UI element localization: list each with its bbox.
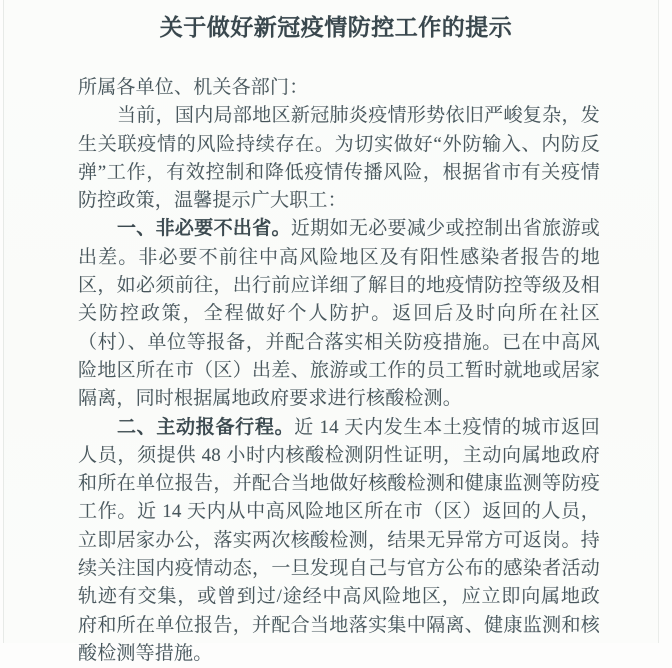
page-right-edge-line [658,0,659,643]
paragraph-item-1-text: 近期如无必要减少或控制出省旅游或出差。非必要不前往中高风险地区及有阳性感染者报告的地区，如必须前往，出行前应详细了解目的地疫情防控等级及相关防控政策，全程做好个人防护。返回后及时向所在社区（村）、单位等报备，并配合落实相关防疫措施。已在中高风险地区所在市（区）出差、旅游或工作的员工暂时就地或居家隔离，同时根据属地政府要求进行核酸检测。 [78,218,600,410]
paragraph-item-2-text: 近 14 天内发生本土疫情的城市返回人员，须提供 48 小时内核酸检测阴性证明，主动向属地政府和所在单位报告，并配合当地做好核酸检测和健康监测等防疫工作。近 14 天内从中高风险地区所在市（区）返回的人员，立即居家办公，落实两次核酸检测，结果无异常方可返岗。持续关注国内疫情动态，一旦发现自己与官方公布的感染者活动轨迹有交集，或曾到过/途经中高风险地区，应立即向属地政府和所在单位报告，并配合当地落实集中隔离、健康监测和核酸检测等措施。 [78,416,600,664]
paragraph-item-1-lead: 一、非必要不出省。 [116,218,291,240]
scan-margin-left [0,0,3,643]
scan-margin-right [659,0,672,643]
salutation-line: 所属各单位、机关各部门： [78,77,309,98]
paragraph-intro-text: 当前，国内局部地区新冠肺炎疫情形势依旧严峻复杂，发生关联疫情的风险持续存在。为切实做好“外防输入、内防反弹”工作，有效控制和降低疫情传播风险，根据省市有关疫情防控政策，温馨提示广大职工： [78,105,600,212]
paragraph-item-2 [78,414,600,668]
page-left-edge-line [3,0,4,643]
document-title: 关于做好新冠疫情防控工作的提示 [159,14,513,40]
paragraph-item-2-lead: 二、主动报备行程。 [116,416,295,438]
paragraph-item-1 [78,215,600,413]
document-body [78,74,600,668]
paragraph-intro [78,102,600,215]
